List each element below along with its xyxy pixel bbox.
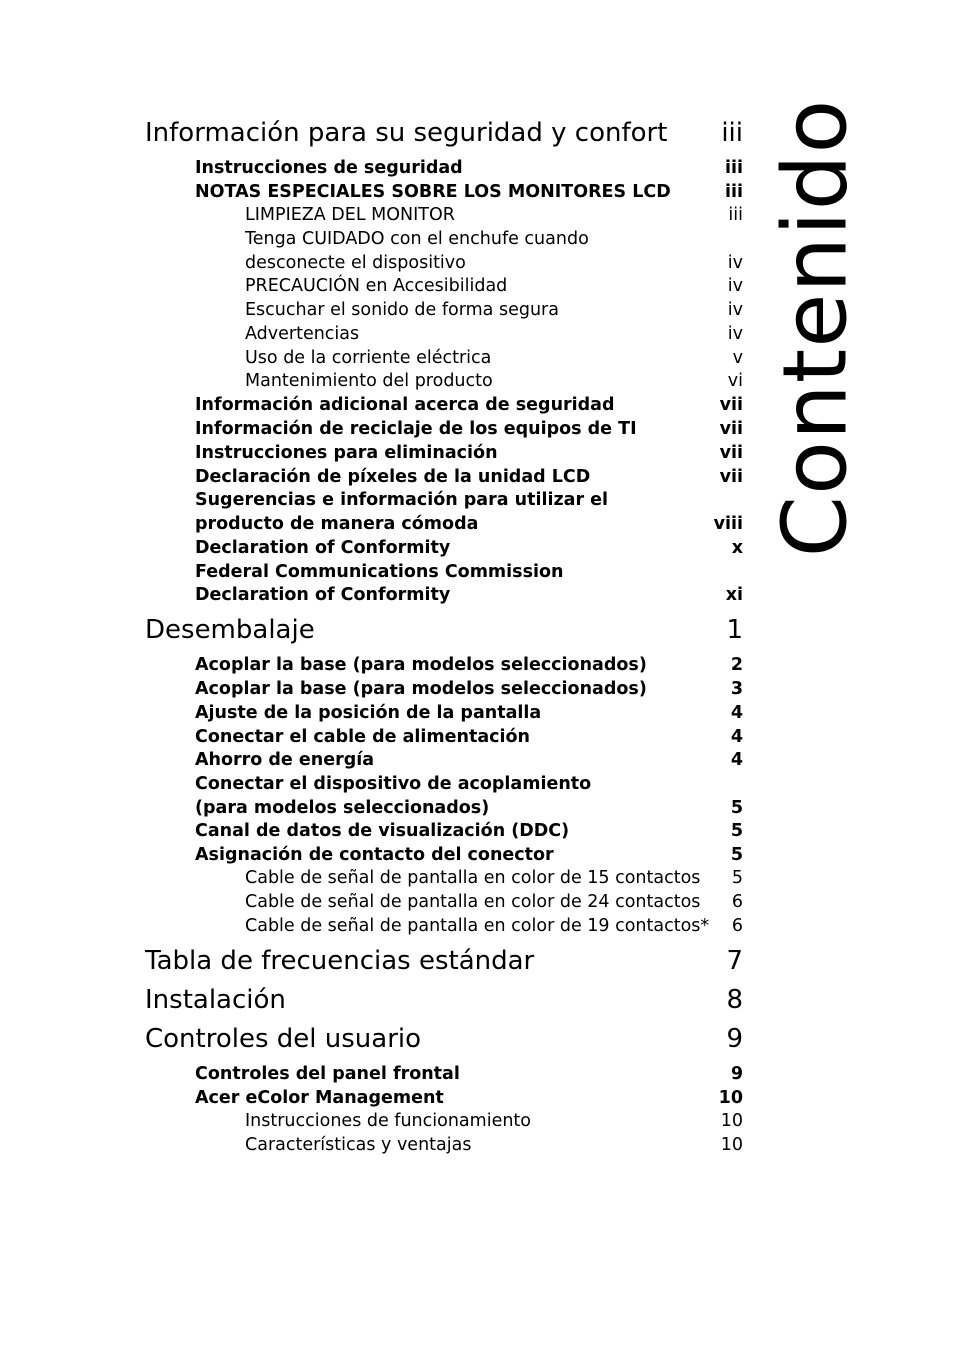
toc-entry-title: Escuchar el sonido de forma segura	[245, 300, 559, 321]
toc-entry-title: Federal Communications Commission	[195, 562, 564, 583]
toc-entry-title: Mantenimiento del producto	[245, 371, 493, 392]
toc-entry-level2[interactable]	[195, 513, 743, 537]
toc-entry-title: Asignación de contacto del conector	[195, 845, 554, 866]
toc-entry-page-number: 2	[730, 655, 743, 676]
toc-entry-level2[interactable]	[195, 797, 743, 821]
toc-entry-page-number: 5	[731, 868, 743, 889]
toc-entry-title: Instrucciones de funcionamiento	[245, 1111, 531, 1132]
toc-entry-page-number: iii	[728, 205, 743, 226]
toc-entry-level2[interactable]	[195, 181, 743, 205]
toc-entry-page-number: v	[732, 348, 743, 369]
toc-entry-level2[interactable]	[195, 844, 743, 868]
toc-entry-title: Ahorro de energía	[195, 750, 375, 771]
toc-entry-page-number: 7	[726, 946, 743, 976]
toc-entry-title: Características y ventajas	[245, 1135, 472, 1156]
toc-entry-title: Conectar el dispositivo de acoplamiento	[195, 774, 592, 795]
toc-entry-title: Ajuste de la posición de la pantalla	[195, 703, 542, 724]
toc-entry-level1[interactable]	[145, 983, 743, 1017]
toc-entry-page-number: x	[731, 538, 743, 559]
toc-entry-page-number: 9	[726, 1024, 743, 1054]
toc-entry-level3[interactable]	[245, 915, 743, 939]
toc-entry-level3[interactable]	[245, 1110, 743, 1134]
toc-entry-page-number: 10	[720, 1135, 743, 1156]
toc-entry-page-number: iv	[727, 276, 743, 297]
toc-entry-page-number: 8	[726, 985, 743, 1015]
toc-entry-title: Cable de señal de pantalla en color de 24 contactos	[245, 892, 701, 913]
toc-entry-title: Tabla de frecuencias estándar	[145, 946, 535, 976]
toc-entry-page-number: 5	[730, 798, 743, 819]
toc-entry-title: Advertencias	[245, 324, 360, 345]
toc-entry-level3[interactable]	[245, 275, 743, 299]
toc-entry-page-number: 4	[730, 727, 743, 748]
toc-entry-title: Instalación	[145, 985, 286, 1015]
toc-entry-title: Acoplar la base (para modelos seleccionados)	[195, 655, 647, 676]
toc-entry-level3[interactable]	[245, 252, 743, 276]
toc-entry-page-number: iv	[727, 324, 743, 345]
toc-entry-level3[interactable]	[245, 1134, 743, 1158]
toc-entry-title: Conectar el cable de alimentación	[195, 727, 530, 748]
toc-entry-level1[interactable]	[145, 944, 743, 978]
toc-entry-title: desconecte el dispositivo	[245, 253, 466, 274]
toc-entry-level2[interactable]	[195, 702, 743, 726]
toc-entry-title: Declaration of Conformity	[195, 538, 451, 559]
toc-entry-page-number: 5	[730, 821, 743, 842]
toc-entry-level3[interactable]	[245, 347, 743, 371]
toc-entry-title: Cable de señal de pantalla en color de 19 contactos*	[245, 916, 710, 937]
toc-entry-page-number: 10	[720, 1111, 743, 1132]
toc-entry-title: (para modelos seleccionados)	[195, 798, 490, 819]
toc-entry-page-number: 3	[730, 679, 743, 700]
toc-entry-title: Cable de señal de pantalla en color de 15 contactos	[245, 868, 701, 889]
toc-entry-title: Sugerencias e información para utilizar el	[195, 490, 609, 511]
toc-entry-level3[interactable]	[245, 204, 743, 228]
toc-entry-page-number: vi	[727, 371, 743, 392]
toc-entry-title: NOTAS ESPECIALES SOBRE LOS MONITORES LCD	[195, 182, 671, 203]
toc-entry-page-number: vii	[719, 419, 743, 440]
toc-entry-title: Desembalaje	[145, 615, 315, 645]
toc-entry-title: Canal de datos de visualización (DDC)	[195, 821, 570, 842]
toc-entry-title: Acoplar la base (para modelos seleccionados)	[195, 679, 647, 700]
toc-entry-level3[interactable]	[245, 228, 743, 252]
toc-entry-level3[interactable]	[245, 370, 743, 394]
toc-entry-level2[interactable]	[195, 654, 743, 678]
toc-entry-page-number: 1	[726, 615, 743, 645]
toc-entry-title: Instrucciones para eliminación	[195, 443, 498, 464]
toc-entry-level2[interactable]	[195, 1063, 743, 1087]
toc-entry-page-number: vii	[719, 443, 743, 464]
toc-entry-page-number: vii	[719, 467, 743, 488]
toc-entry-title: producto de manera cómoda	[195, 514, 479, 535]
toc-entry-level2[interactable]	[195, 749, 743, 773]
toc-entry-page-number: iv	[727, 300, 743, 321]
toc-entry-page-number: 9	[730, 1064, 743, 1085]
toc-entry-title: Instrucciones de seguridad	[195, 158, 463, 179]
toc-entry-level2[interactable]	[195, 537, 743, 561]
toc-entry-page-number: 10	[718, 1088, 743, 1109]
toc-entry-level2[interactable]	[195, 584, 743, 608]
toc-entry-page-number: 4	[730, 703, 743, 724]
toc-entry-page-number: 5	[730, 845, 743, 866]
toc-entry-title: Información de reciclaje de los equipos de TI	[195, 419, 637, 440]
toc-entry-page-number: 4	[730, 750, 743, 771]
toc-entry-level2[interactable]	[195, 489, 743, 513]
toc-entry-page-number: 6	[731, 916, 743, 937]
toc-entry-page-number: iv	[727, 253, 743, 274]
toc-entry-level1[interactable]	[145, 1022, 743, 1056]
toc-entry-level2[interactable]	[195, 726, 743, 750]
toc-entry-level3[interactable]	[245, 299, 743, 323]
toc-entry-title: Controles del panel frontal	[195, 1064, 460, 1085]
toc-entry-page-number: viii	[713, 514, 743, 535]
toc-entry-page-number: 6	[731, 892, 743, 913]
toc-entry-level1[interactable]	[145, 613, 743, 647]
toc-entry-title: LIMPIEZA DEL MONITOR	[245, 205, 455, 226]
toc-entry-level2[interactable]	[195, 561, 743, 585]
toc-entry-level2[interactable]	[195, 466, 743, 490]
toc-entry-title: Información para su seguridad y confort	[145, 118, 668, 148]
toc-entry-title: Controles del usuario	[145, 1024, 422, 1054]
toc-entry-level2[interactable]	[195, 418, 743, 442]
toc-entry-level2[interactable]	[195, 1087, 743, 1111]
toc-entry-level2[interactable]	[195, 773, 743, 797]
toc-entry-level3[interactable]	[245, 867, 743, 891]
toc-entry-level2[interactable]	[195, 442, 743, 466]
chapter-heading	[763, 98, 866, 558]
toc-entry-level2[interactable]	[195, 394, 743, 418]
toc-entry-level3[interactable]	[245, 891, 743, 915]
toc-entry-page-number: iii	[725, 158, 743, 179]
toc-entry-level3[interactable]	[245, 323, 743, 347]
toc-entry-page-number: iii	[721, 118, 743, 148]
toc-entry-title: Tenga CUIDADO con el enchufe cuando	[245, 229, 589, 250]
toc-entry-level2[interactable]	[195, 820, 743, 844]
toc-entry-level2[interactable]	[195, 157, 743, 181]
toc-entry-title: Información adicional acerca de seguridad	[195, 395, 615, 416]
toc-entry-title: Acer eColor Management	[195, 1088, 444, 1109]
toc-entry-title: PRECAUCIÓN en Accesibilidad	[245, 276, 508, 297]
toc-entry-title: Declaración de píxeles de la unidad LCD	[195, 467, 591, 488]
toc-entry-page-number: xi	[725, 585, 743, 606]
toc-entry-level1[interactable]	[145, 116, 743, 150]
toc-entry-level2[interactable]	[195, 678, 743, 702]
chapter-title: Contenido	[763, 98, 866, 558]
toc-entry-title: Declaration of Conformity	[195, 585, 451, 606]
toc-entry-page-number: vii	[719, 395, 743, 416]
toc-entry-title: Uso de la corriente eléctrica	[245, 348, 492, 369]
toc-entry-page-number: iii	[725, 182, 743, 203]
